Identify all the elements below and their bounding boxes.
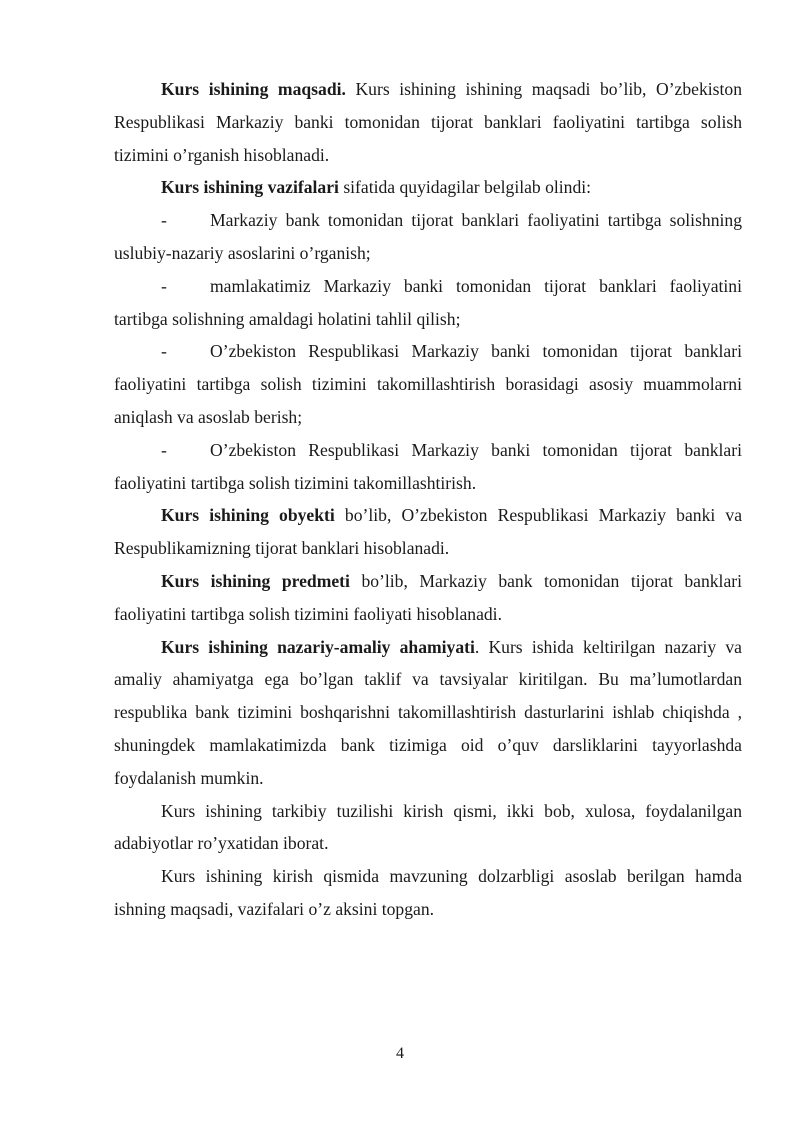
- list-item: [114, 434, 742, 500]
- paragraph-ahamiyat: [114, 631, 742, 795]
- paragraph-tarkib: [114, 795, 742, 861]
- list-item: [114, 335, 742, 433]
- text-vazifalar: sifatida quyidagilar belgilab olindi:: [338, 177, 592, 198]
- text-ahamiyat: . Kurs ishida keltirilgan nazariy va amaliy ahamiyatga ega bo’lgan taklif va tavsiyalar kiritilgan. Bu ma’lumotlardan respublika bank tizimini boshqarishni takomillashtirish dasturlarini ishlab chiqishda , shuningdek mamlakatimizda bank tizimiga oid o’quv darsliklarini tayyorlashda foydalanish mumkin.: [114, 636, 742, 788]
- paragraph-vazifalar: [114, 171, 742, 204]
- list-item: [114, 204, 742, 270]
- text-obyekt: bo’lib, O’zbekiston Respublikasi Markaziy banki va Respublikamizning tijorat banklari hisoblanadi.: [114, 505, 742, 559]
- page-number: 4: [396, 1045, 404, 1062]
- list-item-text: O’zbekiston Respublikasi Markaziy banki tomonidan tijorat banklari faoliyatini tartibga solish tizimini takomillashtirish.: [114, 439, 742, 493]
- list-dash: -: [161, 210, 167, 231]
- list-dash: -: [161, 275, 167, 296]
- heading-vazifalar: Kurs ishining vazifalari: [161, 177, 339, 198]
- heading-predmet: Kurs ishining predmeti: [161, 570, 350, 591]
- text-maqsad: Kurs ishining ishining maqsadi bo’lib, O’zbekiston Respublikasi Markaziy banki tomonidan tijorat banklari faoliyatini tartibga solish tizimini o’rganish hisoblanadi.: [114, 79, 742, 165]
- text-kirish: Kurs ishining kirish qismida mavzuning dolzarbligi asoslab berilgan hamda ishning maqsadi, vazifalari o’z aksini topgan.: [114, 866, 742, 919]
- heading-obyekt: Kurs ishining obyekti: [161, 505, 335, 526]
- paragraph-predmet: [114, 565, 742, 631]
- list-item-text: mamlakatimiz Markaziy banki tomonidan tijorat banklari faoliyatini tartibga solishning amaldagi holatini tahlil qilish;: [114, 275, 742, 329]
- list-item-text: O’zbekiston Respublikasi Markaziy banki tomonidan tijorat banklari faoliyatini tartibga solish tizimini takomillashtirish borasidagi asosiy muammolarni aniqlash va asoslab berish;: [114, 341, 742, 427]
- paragraph-maqsad: [114, 73, 742, 171]
- list-item: [114, 270, 742, 336]
- text-predmet: bo’lib, Markaziy bank tomonidan tijorat banklari faoliyatini tartibga solish tizimini faoliyati hisoblanadi.: [114, 570, 743, 624]
- list-dash: -: [161, 439, 167, 460]
- heading-maqsad: Kurs ishining maqsadi.: [161, 79, 346, 99]
- paragraph-kirish: [114, 860, 742, 926]
- paragraph-obyekt: [114, 499, 742, 565]
- text-tarkib: Kurs ishining tarkibiy tuzilishi kirish qismi, ikki bob, xulosa, foydalanilgan adabiyotlar ro’yxatidan iborat.: [114, 800, 742, 854]
- heading-ahamiyat: Kurs ishining nazariy-amaliy ahamiyati: [161, 636, 475, 657]
- list-item-text: Markaziy bank tomonidan tijorat banklari faoliyatini tartibga solishning uslubiy-nazariy asoslarini o’rganish;: [114, 210, 742, 263]
- list-dash: -: [161, 341, 167, 362]
- document-page: [114, 73, 742, 926]
